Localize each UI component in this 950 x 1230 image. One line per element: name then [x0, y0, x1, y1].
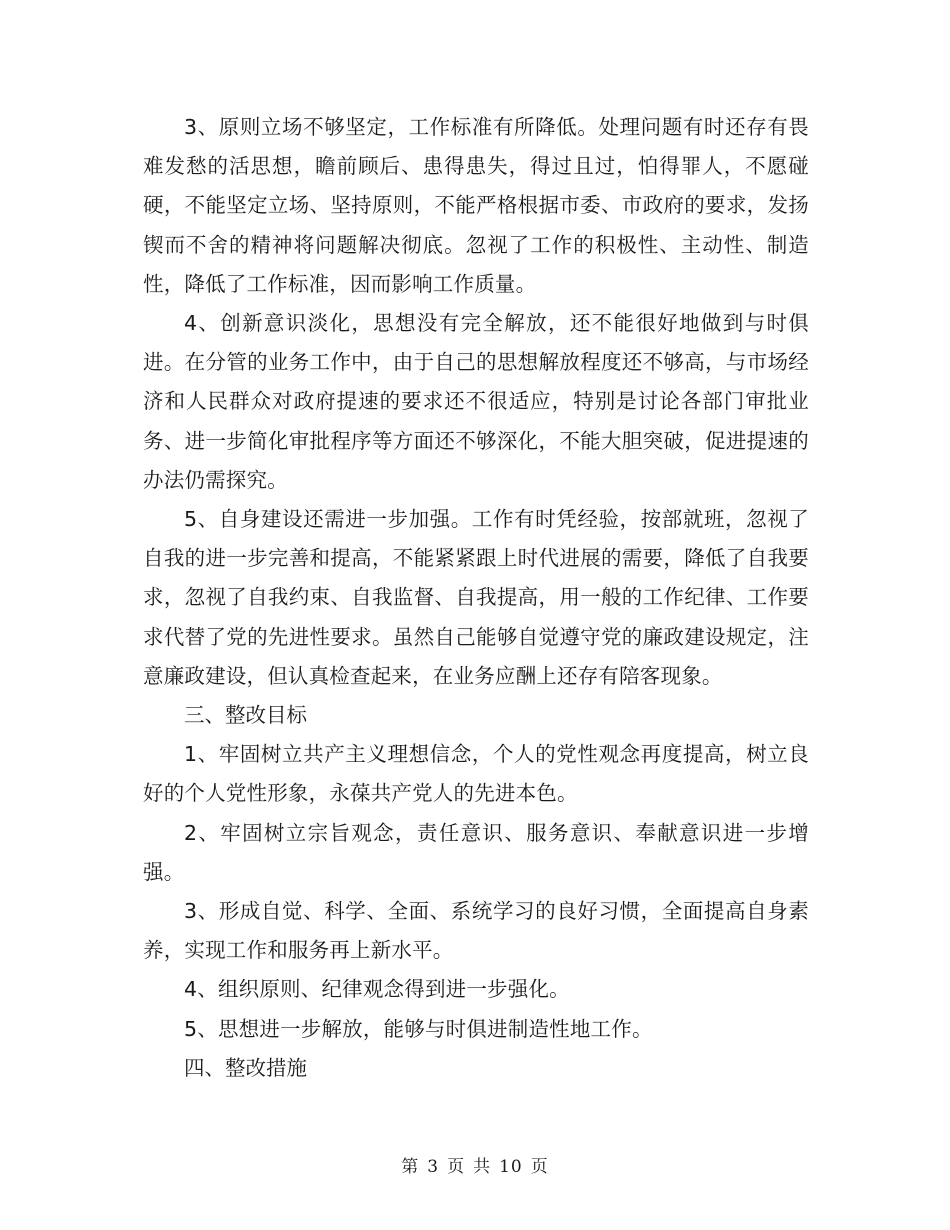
- footer-total-word: 共: [473, 1157, 492, 1177]
- footer-page-word: 页: [447, 1157, 466, 1177]
- footer-prefix: 第: [401, 1157, 420, 1177]
- footer-current-page: 3: [427, 1157, 440, 1177]
- paragraph-issue-3: 3、原则立场不够坚定，工作标准有所降低。处理问题有时还存有畏难发愁的活思想，瞻前顾后、患得患失，得过且过，怕得罪人，不愿碰硬，不能坚定立场、坚持原则，不能严格根据市委、市政府的要求，发扬锲而不舍的精神将问题解决彻底。忽视了工作的积极性、主动性、制造性，降低了工作标准，因而影响工作质量。: [143, 115, 809, 296]
- goal-item-3: 3、形成自觉、科学、全面、系统学习的良好习惯，全面提高自身素养，实现工作和服务再上新水平。: [143, 899, 809, 963]
- page-number-footer: [0, 1152, 950, 1177]
- goal-item-2: 2、牢固树立宗旨观念，责任意识、服务意识、奉献意识进一步增强。: [143, 820, 809, 884]
- paragraph-issue-4: 4、创新意识淡化，思想没有完全解放，还不能很好地做到与时俱进。在分管的业务工作中，由于自己的思想解放程度还不够高，与市场经济和人民群众对政府提速的要求还不很适应，特别是讨论各部门审批业务、进一步简化审批程序等方面还不够深化，不能大胆突破，促进提速的办法仍需探究。: [143, 311, 809, 492]
- section-heading-rectification-goals: 三、整改目标: [184, 703, 307, 728]
- goal-item-5: 5、思想进一步解放，能够与时俱进制造性地工作。: [184, 1016, 653, 1041]
- paragraph-issue-5: 5、自身建设还需进一步加强。工作有时凭经验，按部就班，忽视了自我的进一步完善和提高，不能紧紧跟上时代进展的需要，降低了自我要求，忽视了自我约束、自我监督、自我提高，用一般的工作纪律、工作要求代替了党的先进性要求。虽然自己能够自觉遵守党的廉政建设规定，注意廉政建设，但认真检查起来，在业务应酬上还存有陪客现象。: [143, 507, 809, 688]
- goal-item-4: 4、组织原则、纪律观念得到进一步强化。: [184, 977, 570, 1002]
- document-body: [143, 108, 809, 1088]
- section-heading-rectification-measures: 四、整改措施: [184, 1055, 307, 1080]
- goal-item-1: 1、牢固树立共产主义理想信念，个人的党性观念再度提高，树立良好的个人党性形象，永葆共产党人的先进本色。: [143, 742, 809, 806]
- footer-total-pages: 10: [499, 1157, 523, 1177]
- footer-suffix: 页: [530, 1157, 549, 1177]
